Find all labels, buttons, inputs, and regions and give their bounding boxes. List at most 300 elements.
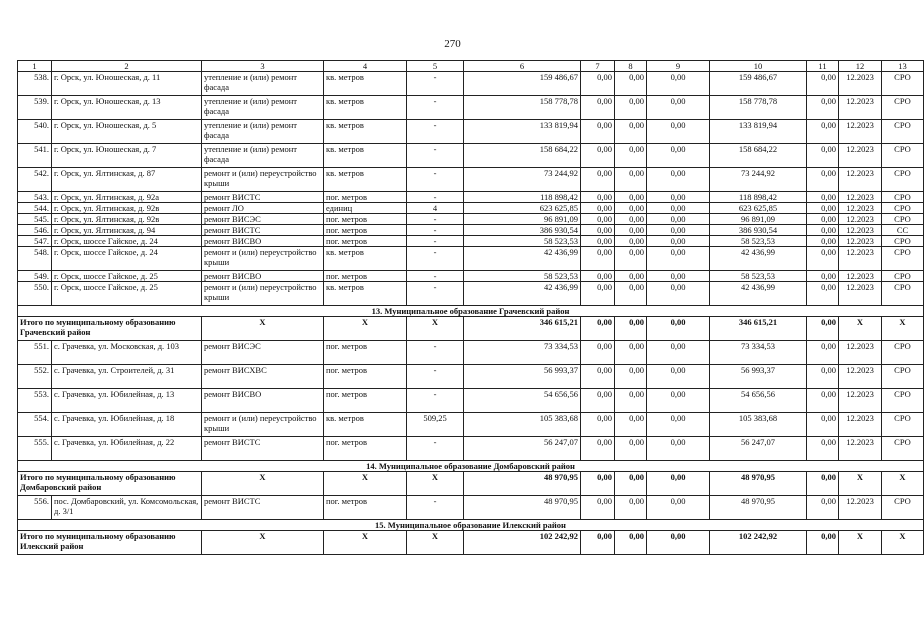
- deadline-cell: 12.2023: [839, 413, 882, 437]
- section-title: 15. Муниципальное образование Илекский район: [18, 520, 924, 531]
- table-row: [18, 282, 924, 306]
- fund-cell: 0,00: [581, 214, 615, 225]
- unit-cell: пог. метров: [324, 225, 407, 236]
- quantity-cell: Х: [407, 531, 464, 555]
- owner-funds-cell: 73 244,92: [710, 168, 807, 192]
- quantity-cell: Х: [407, 317, 464, 341]
- fund-cell: 0,00: [647, 236, 710, 247]
- row-number-cell: 548.: [18, 247, 52, 271]
- fund-cell: 0,00: [615, 96, 647, 120]
- deadline-cell: 12.2023: [839, 282, 882, 306]
- quantity-cell: Х: [407, 472, 464, 496]
- row-number-cell: 553.: [18, 389, 52, 413]
- quantity-cell: -: [407, 144, 464, 168]
- column-number: 5: [407, 61, 464, 72]
- other-funds-cell: 0,00: [807, 236, 839, 247]
- fund-cell: 0,00: [647, 389, 710, 413]
- owner-funds-cell: 105 383,68: [710, 413, 807, 437]
- owner-funds-cell: 73 334,53: [710, 341, 807, 365]
- method-cell: Х: [882, 317, 924, 341]
- fund-cell: 0,00: [615, 437, 647, 461]
- subtotal-row: [18, 531, 924, 555]
- subtotal-label: Итого по муниципальному образованию Илекский район: [18, 531, 202, 555]
- work-type-cell: ремонт ВИСЭС: [202, 341, 324, 365]
- column-number: 6: [464, 61, 581, 72]
- unit-cell: единиц: [324, 203, 407, 214]
- work-type-cell: ремонт ВИСВО: [202, 271, 324, 282]
- fund-cell: 0,00: [647, 365, 710, 389]
- row-number-cell: 544.: [18, 203, 52, 214]
- deadline-cell: 12.2023: [839, 72, 882, 96]
- total-cost-cell: 623 625,85: [464, 203, 581, 214]
- work-type-cell: ремонт ВИСТС: [202, 496, 324, 520]
- owner-funds-cell: 102 242,92: [710, 531, 807, 555]
- other-funds-cell: 0,00: [807, 413, 839, 437]
- subtotal-label: Итого по муниципальному образованию Грачевский район: [18, 317, 202, 341]
- unit-cell: пог. метров: [324, 341, 407, 365]
- address-cell: г. Орск, шоссе Гайское, д. 25: [52, 282, 202, 306]
- owner-funds-cell: 42 436,99: [710, 247, 807, 271]
- address-cell: г. Орск, ул. Юношеская, д. 7: [52, 144, 202, 168]
- fund-cell: 0,00: [615, 365, 647, 389]
- page-number: 270: [444, 38, 461, 50]
- row-number-cell: 552.: [18, 365, 52, 389]
- total-cost-cell: 386 930,54: [464, 225, 581, 236]
- column-number: 9: [647, 61, 710, 72]
- other-funds-cell: 0,00: [807, 225, 839, 236]
- address-cell: г. Орск, шоссе Гайское, д. 25: [52, 271, 202, 282]
- column-number-row: [18, 61, 924, 72]
- fund-cell: 0,00: [647, 317, 710, 341]
- method-cell: СРО: [882, 214, 924, 225]
- fund-cell: 0,00: [581, 72, 615, 96]
- quantity-cell: -: [407, 341, 464, 365]
- unit-cell: кв. метров: [324, 247, 407, 271]
- fund-cell: 0,00: [581, 144, 615, 168]
- fund-cell: 0,00: [581, 247, 615, 271]
- other-funds-cell: 0,00: [807, 168, 839, 192]
- total-cost-cell: 118 898,42: [464, 192, 581, 203]
- fund-cell: 0,00: [647, 271, 710, 282]
- column-number: 8: [615, 61, 647, 72]
- total-cost-cell: 133 819,94: [464, 120, 581, 144]
- table-row: [18, 437, 924, 461]
- method-cell: СРО: [882, 144, 924, 168]
- method-cell: СС: [882, 225, 924, 236]
- unit-cell: кв. метров: [324, 282, 407, 306]
- other-funds-cell: 0,00: [807, 271, 839, 282]
- total-cost-cell: 56 247,07: [464, 437, 581, 461]
- other-funds-cell: 0,00: [807, 96, 839, 120]
- fund-cell: 0,00: [581, 437, 615, 461]
- work-type-cell: ремонт ВИСВО: [202, 389, 324, 413]
- deadline-cell: Х: [839, 472, 882, 496]
- unit-cell: пог. метров: [324, 437, 407, 461]
- table-row: [18, 247, 924, 271]
- quantity-cell: -: [407, 72, 464, 96]
- column-number: 13: [882, 61, 924, 72]
- total-cost-cell: 56 993,37: [464, 365, 581, 389]
- table-row: [18, 236, 924, 247]
- quantity-cell: -: [407, 437, 464, 461]
- total-cost-cell: 58 523,53: [464, 271, 581, 282]
- fund-cell: 0,00: [615, 413, 647, 437]
- fund-cell: 0,00: [615, 225, 647, 236]
- quantity-cell: -: [407, 96, 464, 120]
- row-number-cell: 541.: [18, 144, 52, 168]
- other-funds-cell: 0,00: [807, 247, 839, 271]
- method-cell: СРО: [882, 203, 924, 214]
- quantity-cell: -: [407, 247, 464, 271]
- quantity-cell: -: [407, 271, 464, 282]
- total-cost-cell: 48 970,95: [464, 496, 581, 520]
- work-type-cell: ремонт ВИСТС: [202, 225, 324, 236]
- fund-cell: 0,00: [581, 317, 615, 341]
- table-row: [18, 365, 924, 389]
- method-cell: СРО: [882, 120, 924, 144]
- fund-cell: 0,00: [615, 72, 647, 96]
- owner-funds-cell: 56 247,07: [710, 437, 807, 461]
- fund-cell: 0,00: [581, 192, 615, 203]
- deadline-cell: 12.2023: [839, 192, 882, 203]
- work-type-cell: утепление и (или) ремонт фасада: [202, 144, 324, 168]
- table-row: [18, 72, 924, 96]
- work-type-cell: утепление и (или) ремонт фасада: [202, 72, 324, 96]
- method-cell: СРО: [882, 341, 924, 365]
- work-type-cell: Х: [202, 531, 324, 555]
- quantity-cell: 4: [407, 203, 464, 214]
- fund-cell: 0,00: [615, 271, 647, 282]
- fund-cell: 0,00: [581, 472, 615, 496]
- fund-cell: 0,00: [615, 496, 647, 520]
- fund-cell: 0,00: [647, 413, 710, 437]
- method-cell: СРО: [882, 96, 924, 120]
- deadline-cell: Х: [839, 531, 882, 555]
- row-number-cell: 546.: [18, 225, 52, 236]
- row-number-cell: 539.: [18, 96, 52, 120]
- deadline-cell: 12.2023: [839, 214, 882, 225]
- fund-cell: 0,00: [647, 341, 710, 365]
- work-type-cell: ремонт ВИСТС: [202, 437, 324, 461]
- fund-cell: 0,00: [581, 271, 615, 282]
- fund-cell: 0,00: [581, 236, 615, 247]
- unit-cell: кв. метров: [324, 168, 407, 192]
- work-type-cell: ремонт ВИСВО: [202, 236, 324, 247]
- fund-cell: 0,00: [581, 341, 615, 365]
- section-header-row: [18, 461, 924, 472]
- fund-cell: 0,00: [581, 413, 615, 437]
- row-number-cell: 547.: [18, 236, 52, 247]
- owner-funds-cell: 623 625,85: [710, 203, 807, 214]
- quantity-cell: -: [407, 214, 464, 225]
- fund-cell: 0,00: [647, 437, 710, 461]
- other-funds-cell: 0,00: [807, 437, 839, 461]
- unit-cell: Х: [324, 317, 407, 341]
- owner-funds-cell: 58 523,53: [710, 236, 807, 247]
- quantity-cell: 509,25: [407, 413, 464, 437]
- total-cost-cell: 73 334,53: [464, 341, 581, 365]
- work-type-cell: утепление и (или) ремонт фасада: [202, 120, 324, 144]
- table-row: [18, 214, 924, 225]
- owner-funds-cell: 42 436,99: [710, 282, 807, 306]
- quantity-cell: -: [407, 168, 464, 192]
- table-row: [18, 341, 924, 365]
- unit-cell: Х: [324, 472, 407, 496]
- address-cell: пос. Домбаровский, ул. Комсомольская, д. 3/1: [52, 496, 202, 520]
- address-cell: г. Орск, ул. Юношеская, д. 5: [52, 120, 202, 144]
- row-number-cell: 550.: [18, 282, 52, 306]
- work-type-cell: Х: [202, 472, 324, 496]
- work-type-cell: Х: [202, 317, 324, 341]
- table-row: [18, 144, 924, 168]
- quantity-cell: -: [407, 120, 464, 144]
- deadline-cell: 12.2023: [839, 437, 882, 461]
- fund-cell: 0,00: [647, 472, 710, 496]
- fund-cell: 0,00: [615, 317, 647, 341]
- other-funds-cell: 0,00: [807, 192, 839, 203]
- subtotal-label: Итого по муниципальному образованию Домбаровский район: [18, 472, 202, 496]
- deadline-cell: 12.2023: [839, 389, 882, 413]
- unit-cell: пог. метров: [324, 496, 407, 520]
- total-cost-cell: 105 383,68: [464, 413, 581, 437]
- other-funds-cell: 0,00: [807, 282, 839, 306]
- fund-cell: 0,00: [581, 203, 615, 214]
- method-cell: СРО: [882, 282, 924, 306]
- total-cost-cell: 346 615,21: [464, 317, 581, 341]
- method-cell: СРО: [882, 247, 924, 271]
- method-cell: СРО: [882, 236, 924, 247]
- column-number: 3: [202, 61, 324, 72]
- table-row: [18, 120, 924, 144]
- method-cell: СРО: [882, 389, 924, 413]
- column-number: 7: [581, 61, 615, 72]
- address-cell: г. Орск, ул. Ялтинская, д. 92в: [52, 214, 202, 225]
- section-header-row: [18, 520, 924, 531]
- owner-funds-cell: 386 930,54: [710, 225, 807, 236]
- deadline-cell: 12.2023: [839, 203, 882, 214]
- column-number: 12: [839, 61, 882, 72]
- fund-cell: 0,00: [647, 531, 710, 555]
- table-row: [18, 496, 924, 520]
- fund-cell: 0,00: [581, 496, 615, 520]
- section-title: 13. Муниципальное образование Грачевский район: [18, 306, 924, 317]
- deadline-cell: 12.2023: [839, 96, 882, 120]
- other-funds-cell: 0,00: [807, 365, 839, 389]
- owner-funds-cell: 158 778,78: [710, 96, 807, 120]
- fund-cell: 0,00: [615, 282, 647, 306]
- total-cost-cell: 158 684,22: [464, 144, 581, 168]
- other-funds-cell: 0,00: [807, 203, 839, 214]
- fund-cell: 0,00: [581, 282, 615, 306]
- work-type-cell: ремонт ВИСХВС: [202, 365, 324, 389]
- total-cost-cell: 73 244,92: [464, 168, 581, 192]
- fund-cell: 0,00: [615, 236, 647, 247]
- quantity-cell: -: [407, 365, 464, 389]
- total-cost-cell: 42 436,99: [464, 282, 581, 306]
- unit-cell: кв. метров: [324, 96, 407, 120]
- address-cell: г. Орск, ул. Ялтинская, д. 87: [52, 168, 202, 192]
- work-type-cell: ремонт ВИСЭС: [202, 214, 324, 225]
- section-title: 14. Муниципальное образование Домбаровский район: [18, 461, 924, 472]
- deadline-cell: 12.2023: [839, 496, 882, 520]
- column-number: 11: [807, 61, 839, 72]
- fund-cell: 0,00: [581, 225, 615, 236]
- other-funds-cell: 0,00: [807, 120, 839, 144]
- total-cost-cell: 54 656,56: [464, 389, 581, 413]
- method-cell: СРО: [882, 413, 924, 437]
- row-number-cell: 540.: [18, 120, 52, 144]
- fund-cell: 0,00: [615, 247, 647, 271]
- quantity-cell: -: [407, 282, 464, 306]
- address-cell: г. Орск, ул. Ялтинская, д. 92а: [52, 192, 202, 203]
- unit-cell: кв. метров: [324, 120, 407, 144]
- address-cell: с. Грачевка, ул. Московская, д. 103: [52, 341, 202, 365]
- owner-funds-cell: 58 523,53: [710, 271, 807, 282]
- fund-cell: 0,00: [647, 282, 710, 306]
- table-row: [18, 413, 924, 437]
- row-number-cell: 554.: [18, 413, 52, 437]
- deadline-cell: 12.2023: [839, 236, 882, 247]
- total-cost-cell: 102 242,92: [464, 531, 581, 555]
- fund-cell: 0,00: [581, 96, 615, 120]
- address-cell: с. Грачевка, ул. Юбилейная, д. 13: [52, 389, 202, 413]
- deadline-cell: 12.2023: [839, 120, 882, 144]
- method-cell: СРО: [882, 192, 924, 203]
- column-number: 2: [52, 61, 202, 72]
- register-table: [17, 60, 924, 555]
- work-type-cell: ремонт и (или) переустройство крыши: [202, 413, 324, 437]
- address-cell: г. Орск, шоссе Гайское, д. 24: [52, 247, 202, 271]
- fund-cell: 0,00: [647, 192, 710, 203]
- total-cost-cell: 159 486,67: [464, 72, 581, 96]
- fund-cell: 0,00: [615, 120, 647, 144]
- unit-cell: кв. метров: [324, 144, 407, 168]
- owner-funds-cell: 48 970,95: [710, 496, 807, 520]
- method-cell: СРО: [882, 271, 924, 282]
- other-funds-cell: 0,00: [807, 531, 839, 555]
- address-cell: г. Орск, ул. Ялтинская, д. 92в: [52, 203, 202, 214]
- unit-cell: кв. метров: [324, 72, 407, 96]
- address-cell: с. Грачевка, ул. Юбилейная, д. 22: [52, 437, 202, 461]
- fund-cell: 0,00: [647, 203, 710, 214]
- fund-cell: 0,00: [581, 389, 615, 413]
- fund-cell: 0,00: [647, 96, 710, 120]
- column-number: 4: [324, 61, 407, 72]
- method-cell: СРО: [882, 437, 924, 461]
- table-row: [18, 203, 924, 214]
- quantity-cell: -: [407, 389, 464, 413]
- row-number-cell: 543.: [18, 192, 52, 203]
- fund-cell: 0,00: [615, 341, 647, 365]
- work-type-cell: ремонт и (или) переустройство крыши: [202, 168, 324, 192]
- deadline-cell: 12.2023: [839, 225, 882, 236]
- row-number-cell: 538.: [18, 72, 52, 96]
- quantity-cell: -: [407, 236, 464, 247]
- fund-cell: 0,00: [647, 214, 710, 225]
- method-cell: СРО: [882, 72, 924, 96]
- owner-funds-cell: 346 615,21: [710, 317, 807, 341]
- fund-cell: 0,00: [615, 203, 647, 214]
- other-funds-cell: 0,00: [807, 214, 839, 225]
- table-row: [18, 96, 924, 120]
- deadline-cell: 12.2023: [839, 271, 882, 282]
- total-cost-cell: 58 523,53: [464, 236, 581, 247]
- other-funds-cell: 0,00: [807, 72, 839, 96]
- unit-cell: пог. метров: [324, 271, 407, 282]
- unit-cell: пог. метров: [324, 365, 407, 389]
- fund-cell: 0,00: [615, 389, 647, 413]
- subtotal-row: [18, 472, 924, 496]
- row-number-cell: 551.: [18, 341, 52, 365]
- fund-cell: 0,00: [581, 531, 615, 555]
- fund-cell: 0,00: [615, 214, 647, 225]
- fund-cell: 0,00: [581, 365, 615, 389]
- other-funds-cell: 0,00: [807, 472, 839, 496]
- address-cell: г. Орск, ул. Юношеская, д. 11: [52, 72, 202, 96]
- other-funds-cell: 0,00: [807, 389, 839, 413]
- row-number-cell: 555.: [18, 437, 52, 461]
- fund-cell: 0,00: [615, 168, 647, 192]
- quantity-cell: -: [407, 496, 464, 520]
- subtotal-row: [18, 317, 924, 341]
- method-cell: Х: [882, 472, 924, 496]
- row-number-cell: 556.: [18, 496, 52, 520]
- row-number-cell: 542.: [18, 168, 52, 192]
- owner-funds-cell: 159 486,67: [710, 72, 807, 96]
- other-funds-cell: 0,00: [807, 341, 839, 365]
- owner-funds-cell: 118 898,42: [710, 192, 807, 203]
- unit-cell: пог. метров: [324, 389, 407, 413]
- method-cell: СРО: [882, 365, 924, 389]
- fund-cell: 0,00: [647, 168, 710, 192]
- unit-cell: пог. метров: [324, 192, 407, 203]
- method-cell: СРО: [882, 168, 924, 192]
- address-cell: г. Орск, ул. Юношеская, д. 13: [52, 96, 202, 120]
- deadline-cell: 12.2023: [839, 144, 882, 168]
- work-type-cell: утепление и (или) ремонт фасада: [202, 96, 324, 120]
- total-cost-cell: 48 970,95: [464, 472, 581, 496]
- deadline-cell: 12.2023: [839, 168, 882, 192]
- owner-funds-cell: 158 684,22: [710, 144, 807, 168]
- fund-cell: 0,00: [647, 72, 710, 96]
- table-row: [18, 168, 924, 192]
- work-type-cell: ремонт и (или) переустройство крыши: [202, 282, 324, 306]
- other-funds-cell: 0,00: [807, 144, 839, 168]
- owner-funds-cell: 96 891,09: [710, 214, 807, 225]
- deadline-cell: 12.2023: [839, 365, 882, 389]
- owner-funds-cell: 133 819,94: [710, 120, 807, 144]
- unit-cell: Х: [324, 531, 407, 555]
- section-header-row: [18, 306, 924, 317]
- fund-cell: 0,00: [615, 531, 647, 555]
- owner-funds-cell: 48 970,95: [710, 472, 807, 496]
- fund-cell: 0,00: [581, 120, 615, 144]
- row-number-cell: 545.: [18, 214, 52, 225]
- other-funds-cell: 0,00: [807, 317, 839, 341]
- fund-cell: 0,00: [647, 496, 710, 520]
- fund-cell: 0,00: [615, 192, 647, 203]
- work-type-cell: ремонт и (или) переустройство крыши: [202, 247, 324, 271]
- other-funds-cell: 0,00: [807, 496, 839, 520]
- table-row: [18, 271, 924, 282]
- fund-cell: 0,00: [647, 120, 710, 144]
- deadline-cell: 12.2023: [839, 247, 882, 271]
- unit-cell: кв. метров: [324, 413, 407, 437]
- column-number: 10: [710, 61, 807, 72]
- method-cell: СРО: [882, 496, 924, 520]
- fund-cell: 0,00: [615, 472, 647, 496]
- fund-cell: 0,00: [647, 225, 710, 236]
